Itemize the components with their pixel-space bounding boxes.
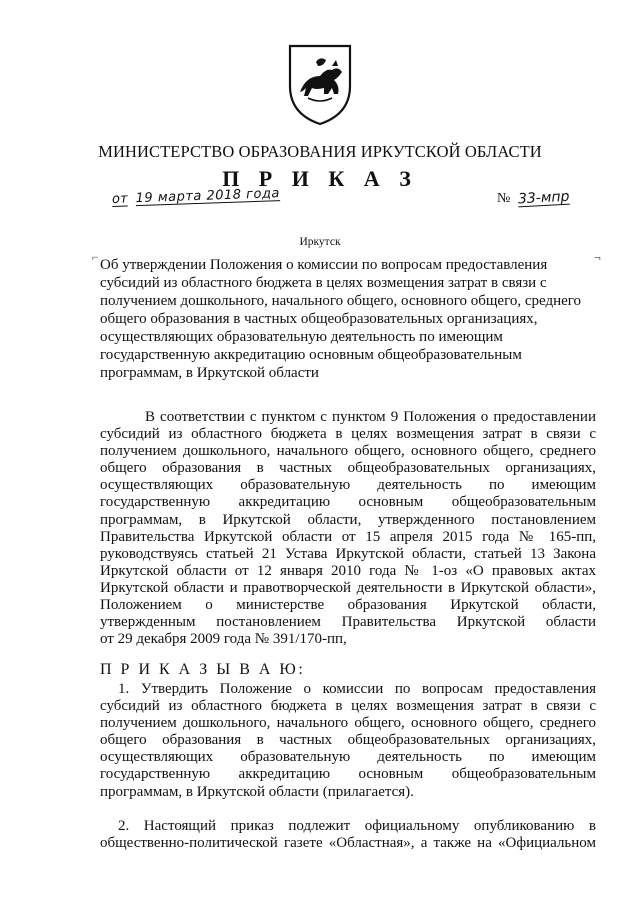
subject-line: получением дошкольного, начального общего, основного общего, среднего bbox=[100, 293, 582, 309]
preamble-line: Иркутской области от 12 января 2010 года № 1-оз «О правовых актах bbox=[100, 562, 596, 579]
ministry-title: МИНИСТЕРСТВО ОБРАЗОВАНИЯ ИРКУТСКОЙ ОБЛАСТИ bbox=[98, 142, 542, 161]
subject-line: субсидий из областного бюджета в целях возмещения затрат в связи с bbox=[100, 275, 547, 291]
item1-line: государственную аккредитацию основным общеобразовательным bbox=[100, 766, 596, 783]
preamble-line: Иркутской области и правотворческой деятельности в Иркутской области», bbox=[100, 579, 596, 596]
item1-line: общего образования в частных общеобразовательных организациях, bbox=[100, 732, 596, 749]
number-value: 33-мпр bbox=[517, 188, 570, 208]
item2-line: 2. Настоящий приказ подлежит официальному опубликованию в bbox=[118, 818, 596, 834]
item1-line: программам, в Иркутской области (прилагается). bbox=[100, 783, 414, 800]
preamble-line: общего образования в частных общеобразовательных организациях, bbox=[100, 460, 596, 477]
irkutsk-coat-of-arms-icon bbox=[286, 42, 354, 126]
subject-line: государственную аккредитацию основным общеобразовательным bbox=[100, 347, 522, 363]
order-word: П Р И К А З Ы В А Ю: bbox=[100, 661, 306, 678]
corner-mark-left: ⌐ bbox=[92, 250, 99, 264]
preamble-line: В соответствии с пунктом с пунктом 9 Положения о предоставлении bbox=[145, 409, 596, 425]
preamble-paragraph bbox=[100, 409, 596, 648]
item1-line: 1. Утвердить Положение о комиссии по вопросам предоставления bbox=[118, 681, 596, 697]
preamble-line: утвержденным постановлением Правительства Иркутской области bbox=[100, 614, 596, 631]
preamble-line: от 29 декабря 2009 года № 391/170-пп, bbox=[100, 631, 347, 648]
preamble-line: программам, в Иркутской области, утвержденного постановлением bbox=[100, 511, 596, 528]
item2-line: общественно-политической газете «Областная», а также на «Официальном bbox=[100, 835, 596, 852]
subject-line: осуществляющих образовательную деятельность по имеющим bbox=[100, 329, 503, 345]
preamble-line: государственную аккредитацию основным общеобразовательным bbox=[100, 494, 596, 511]
date-prefix: от bbox=[111, 191, 128, 207]
number-prefix: № bbox=[497, 191, 511, 206]
order-item-1 bbox=[100, 681, 596, 801]
preamble-line: субсидий из областного бюджета в целях возмещения затрат в связи с bbox=[100, 426, 596, 443]
item1-line: субсидий из областного бюджета в целях возмещения затрат в связи с bbox=[100, 698, 596, 715]
order-subject bbox=[100, 256, 580, 382]
order-number bbox=[497, 190, 569, 207]
item1-line: получением дошкольного, начального общего, основного общего, среднего bbox=[100, 715, 596, 732]
preamble-line: Правительства Иркутской области от 15 апреля 2015 года № 165-пп, bbox=[100, 528, 596, 545]
preamble-line: осуществляющих образовательную деятельность по имеющим bbox=[100, 477, 596, 494]
subject-line: общего образования в частных общеобразовательных организациях, bbox=[100, 311, 538, 327]
date-value: 19 марта 2018 года bbox=[135, 186, 281, 207]
preamble-line: получением дошкольного, начального общего, основного общего, среднего bbox=[100, 443, 596, 460]
corner-mark-right: ¬ bbox=[594, 250, 601, 264]
preamble-line: руководствуясь статьей 21 Устава Иркутской области, статьей 13 Закона bbox=[100, 545, 596, 562]
item1-line: осуществляющих образовательную деятельность по имеющим bbox=[100, 749, 596, 766]
order-item-2 bbox=[100, 818, 596, 852]
city-name: Иркутск bbox=[299, 236, 341, 248]
preamble-line: Положением о министерстве образования Иркутской области, bbox=[100, 597, 596, 614]
subject-line: программам, в Иркутской области bbox=[100, 365, 319, 381]
subject-line: Об утверждении Положения о комиссии по вопросам предоставления bbox=[100, 257, 548, 273]
document-type-title: П Р И К А З bbox=[222, 166, 418, 191]
